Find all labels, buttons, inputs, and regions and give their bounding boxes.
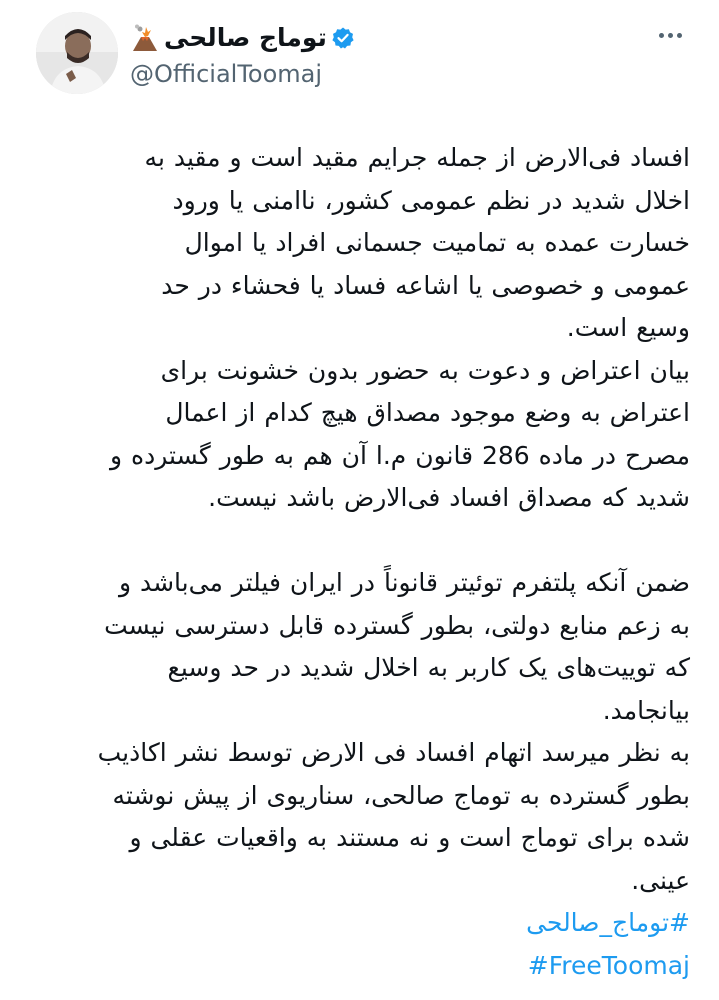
- hashtag-link-toomaj-salehi[interactable]: #توماج_صالحی: [526, 908, 690, 937]
- tweet-text-line: مصرح در ماده 286 قانون م.ا آن هم به طور گسترده و: [110, 440, 690, 470]
- tweet-text-line: به زعم منابع دولتی، بطور گسترده قابل دسترسی نیست: [104, 610, 690, 640]
- tweet-text-line: اعتراض به وضع موجود مصداق هیچ کدام از اعمال: [165, 398, 690, 427]
- tweet-text-line: بیانجامد.: [602, 695, 690, 725]
- avatar-photo: [36, 12, 118, 94]
- tweet-text-line: اخلال شدید در نظم عمومی کشور، ناامنی یا ورود: [172, 185, 690, 215]
- author-handle[interactable]: @OfficialToomaj: [130, 60, 323, 88]
- tweet-text-line: عمومی و خصوصی یا اشاعه فساد یا فحشاء در حد: [161, 270, 690, 300]
- avatar[interactable]: [36, 12, 118, 94]
- tweet-text-line: خسارت عمده به تمامیت جسمانی افراد یا اموال: [184, 228, 690, 257]
- tweet-text-line: بطور گسترده به توماج صالحی، سناریوی از پیش نوشته: [112, 780, 690, 810]
- author-display-name[interactable]: توماج صالحی: [164, 23, 327, 52]
- more-options-icon-dot: [677, 33, 682, 38]
- more-options-icon: [659, 33, 664, 38]
- tweet-header: [0, 0, 719, 110]
- more-options-button[interactable]: [652, 20, 688, 50]
- tweet-text-line: به نظر میرسد اتهام افساد فی الارض توسط نشر اکاذیب: [97, 738, 690, 767]
- tweet-text-line: عینی.: [631, 865, 690, 895]
- tweet-text-line: افساد فی‌الارض از جمله جرایم مقید است و مقید به: [144, 143, 690, 172]
- tweet-text-line: که توییت‌های یک کاربر به اخلال شدید در حد وسیع: [167, 653, 690, 682]
- verified-badge-icon: [331, 26, 355, 50]
- tweet-text-line: شده برای توماج است و نه مستند به واقعیات عقلی و: [129, 823, 690, 852]
- more-options-icon-dot: [668, 33, 673, 38]
- tweet-text-line: بیان اعتراض و دعوت به حضور بدون خشونت برای: [160, 355, 690, 385]
- tweet-text-line: شدید که مصداق افساد فی‌الارض باشد نیست.: [208, 483, 690, 512]
- author-info: [130, 18, 430, 98]
- tweet-text-line: وسیع است.: [566, 313, 690, 342]
- paragraph-gap: [40, 520, 690, 563]
- hashtag-link-freetoomaj[interactable]: #FreeToomaj: [527, 950, 690, 980]
- author-name-row[interactable]: [130, 18, 355, 58]
- volcano-icon: [130, 23, 160, 53]
- tweet-text: [40, 137, 690, 987]
- tweet-text-line: ضمن آنکه پلتفرم توئیتر قانوناً در ایران فیلتر می‌باشد و: [118, 568, 690, 597]
